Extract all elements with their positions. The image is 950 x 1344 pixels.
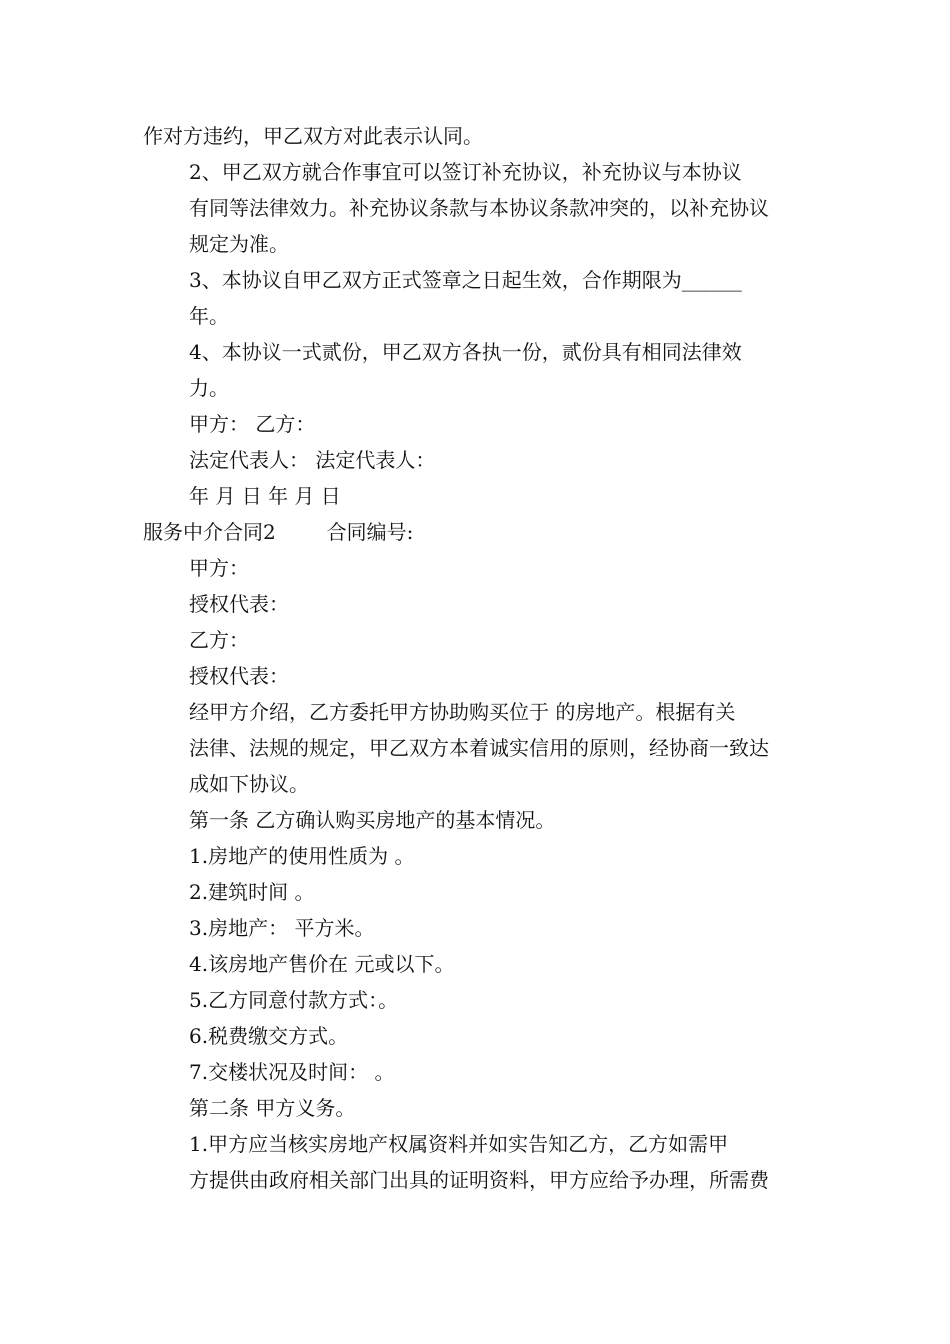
document-body [143, 118, 807, 1198]
text-line: 有同等法律效力。补充协议条款与本协议条款冲突的，以补充协议 [189, 196, 769, 220]
text-line: 年。 [189, 304, 229, 328]
paragraph [143, 586, 807, 622]
text-line: 法定代表人： 法定代表人： [189, 448, 436, 472]
text-line: 3、本协议自甲乙双方正式签章之日起生效，合作期限为______ [189, 268, 742, 292]
text-line: 作对方违约，甲乙双方对此表示认同。 [143, 124, 483, 148]
text-line: 规定为准。 [189, 232, 289, 256]
text-line: 授权代表： [189, 664, 289, 688]
text-line: 5.乙方同意付款方式：。 [189, 988, 399, 1012]
paragraph [143, 946, 807, 982]
paragraph [143, 910, 807, 946]
text-line: 授权代表： [189, 592, 289, 616]
text-line: 成如下协议。 [189, 772, 309, 796]
text-line: 甲方： [189, 556, 249, 580]
text-line: 第二条 甲方义务。 [189, 1096, 356, 1120]
text-line: 2、甲乙双方就合作事宜可以签订补充协议，补充协议与本协议 [189, 160, 742, 184]
text-line: 方提供由政府相关部门出具的证明资料，甲方应给予办理，所需费 [189, 1168, 769, 1192]
text-line: 4、本协议一式贰份，甲乙双方各执一份，贰份具有相同法律效 [189, 340, 742, 364]
paragraph [143, 550, 807, 586]
text-line: 2.建筑时间 。 [189, 880, 315, 904]
paragraph [143, 622, 807, 658]
paragraph [143, 658, 807, 694]
paragraph [143, 118, 807, 154]
text-line: 4.该房地产售价在 元或以下。 [189, 952, 455, 976]
text-line: 7.交楼状况及时间： 。 [189, 1060, 395, 1084]
text-line: 经甲方介绍，乙方委托甲方协助购买位于 的房地产。根据有关 [189, 700, 736, 724]
paragraph [143, 874, 807, 910]
paragraph [143, 1018, 807, 1054]
paragraph [143, 262, 807, 334]
text-line: 法律、法规的规定，甲乙双方本着诚实信用的原则，经协商一致达 [189, 736, 769, 760]
paragraph [143, 694, 807, 802]
paragraph [143, 1126, 807, 1198]
paragraph [143, 838, 807, 874]
paragraph [143, 334, 807, 406]
text-line: 6.税费缴交方式。 [189, 1024, 349, 1048]
text-line: 力。 [189, 376, 229, 400]
paragraph [143, 478, 807, 514]
paragraph [143, 802, 807, 838]
text-line: 年 月 日 年 月 日 [189, 484, 341, 508]
paragraph [143, 442, 807, 478]
text-line: 1.房地产的使用性质为 。 [189, 844, 415, 868]
text-line: 服务中介合同2 合同编号: [143, 520, 414, 544]
text-line: 甲方： 乙方： [189, 412, 316, 436]
paragraph [143, 406, 807, 442]
paragraph [143, 1054, 807, 1090]
paragraph [143, 982, 807, 1018]
text-line: 3.房地产： 平方米。 [189, 916, 375, 940]
text-line: 乙方： [189, 628, 249, 652]
paragraph [143, 1090, 807, 1126]
text-line: 1.甲方应当核实房地产权属资料并如实告知乙方，乙方如需甲 [189, 1132, 729, 1156]
paragraph [143, 154, 807, 262]
paragraph [143, 514, 807, 550]
text-line: 第一条 乙方确认购买房地产的基本情况。 [189, 808, 556, 832]
